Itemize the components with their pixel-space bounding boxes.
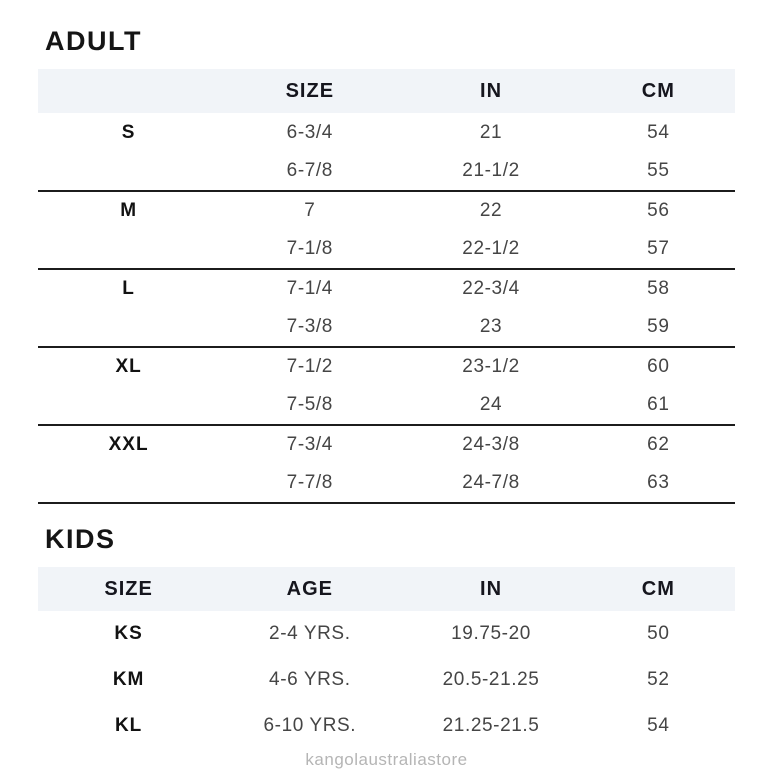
in-cell: 19.75-20 [451, 623, 531, 644]
cm-cell: 52 [647, 669, 670, 690]
size-group-xxl [38, 425, 735, 503]
size-group-m [38, 191, 735, 269]
cm-cell: 59 [647, 316, 670, 337]
size-cell: 7-5/8 [286, 394, 333, 415]
table-row [38, 230, 735, 269]
in-cell: 20.5-21.25 [442, 669, 540, 690]
size-label-cell [38, 386, 219, 425]
kids-section-title: KIDS [45, 524, 116, 554]
size-label-cell: M [120, 200, 138, 221]
adult-section-title: ADULT [45, 26, 142, 56]
table-row [38, 425, 735, 464]
table-row [38, 308, 735, 347]
size-label-cell: KL [114, 715, 143, 736]
header-cell-age: AGE [219, 567, 400, 611]
size-cell: 7-1/8 [286, 238, 333, 259]
size-label-cell [38, 308, 219, 347]
header-row [38, 567, 735, 611]
kids-table-body [38, 611, 735, 749]
table-row [38, 657, 735, 703]
table-row [38, 191, 735, 230]
header-cell-blank [38, 69, 219, 113]
size-label-cell [38, 152, 219, 191]
in-cell: 22 [479, 200, 503, 221]
table-row [38, 611, 735, 657]
in-cell: 21.25-21.5 [442, 715, 540, 736]
cm-cell: 62 [647, 434, 670, 455]
adult-size-table [38, 69, 735, 504]
store-watermark: kangolaustraliastore [305, 750, 468, 769]
kids-section [38, 524, 735, 749]
cm-cell: 63 [647, 472, 670, 493]
in-cell: 22-3/4 [462, 278, 520, 299]
cm-cell: 58 [647, 278, 670, 299]
size-label-cell: KS [114, 623, 143, 644]
size-label-cell [38, 230, 219, 269]
size-group-l [38, 269, 735, 347]
size-group-s [38, 113, 735, 191]
cm-cell: 56 [647, 200, 670, 221]
cm-cell: 57 [647, 238, 670, 259]
size-cell: 7-7/8 [286, 472, 333, 493]
size-label-cell: L [122, 278, 135, 299]
size-label-cell: KM [112, 669, 145, 690]
size-label-cell: XXL [108, 434, 149, 455]
table-row [38, 152, 735, 191]
age-cell: 6-10 YRS. [263, 715, 357, 736]
cm-cell: 50 [647, 623, 670, 644]
age-cell: 2-4 YRS. [269, 623, 351, 644]
size-cell: 7-3/8 [286, 316, 333, 337]
header-row [38, 69, 735, 113]
adult-table-header [38, 69, 735, 113]
table-row [38, 269, 735, 308]
in-cell: 23 [479, 316, 503, 337]
cm-cell: 55 [647, 160, 670, 181]
in-cell: 24-7/8 [462, 472, 520, 493]
kids-table-header [38, 567, 735, 611]
size-cell: 7-1/4 [286, 278, 333, 299]
size-label-cell [38, 464, 219, 503]
header-cell-in: IN [400, 567, 581, 611]
kids-size-table [38, 567, 735, 749]
size-cell: 6-3/4 [286, 121, 333, 143]
in-cell: 22-1/2 [462, 238, 520, 259]
size-cell: 7-1/2 [286, 356, 333, 377]
size-group-xl [38, 347, 735, 425]
in-cell: 23-1/2 [462, 356, 520, 377]
header-cell-cm: CM [582, 567, 735, 611]
table-row [38, 464, 735, 503]
in-cell: 24 [479, 394, 503, 415]
in-cell: 24-3/8 [462, 434, 520, 455]
header-cell-size: SIZE [219, 69, 400, 113]
header-cell-in: IN [400, 69, 581, 113]
header-cell-cm: CM [582, 69, 735, 113]
cm-cell: 54 [647, 121, 670, 143]
size-cell: 6-7/8 [286, 160, 333, 181]
table-row [38, 386, 735, 425]
in-cell: 21-1/2 [462, 160, 520, 181]
size-cell: 7-3/4 [286, 434, 333, 455]
table-row [38, 703, 735, 749]
size-cell: 7 [304, 200, 316, 221]
age-cell: 4-6 YRS. [269, 669, 351, 690]
cm-cell: 60 [647, 356, 670, 377]
cm-cell: 54 [647, 715, 670, 736]
header-cell-size: SIZE [38, 567, 219, 611]
in-cell: 21 [479, 121, 503, 143]
size-label-cell: XL [115, 356, 142, 377]
cm-cell: 61 [647, 394, 670, 415]
adult-section [38, 26, 735, 504]
table-row [38, 347, 735, 386]
table-row [38, 113, 735, 152]
size-label-cell: S [121, 121, 136, 143]
